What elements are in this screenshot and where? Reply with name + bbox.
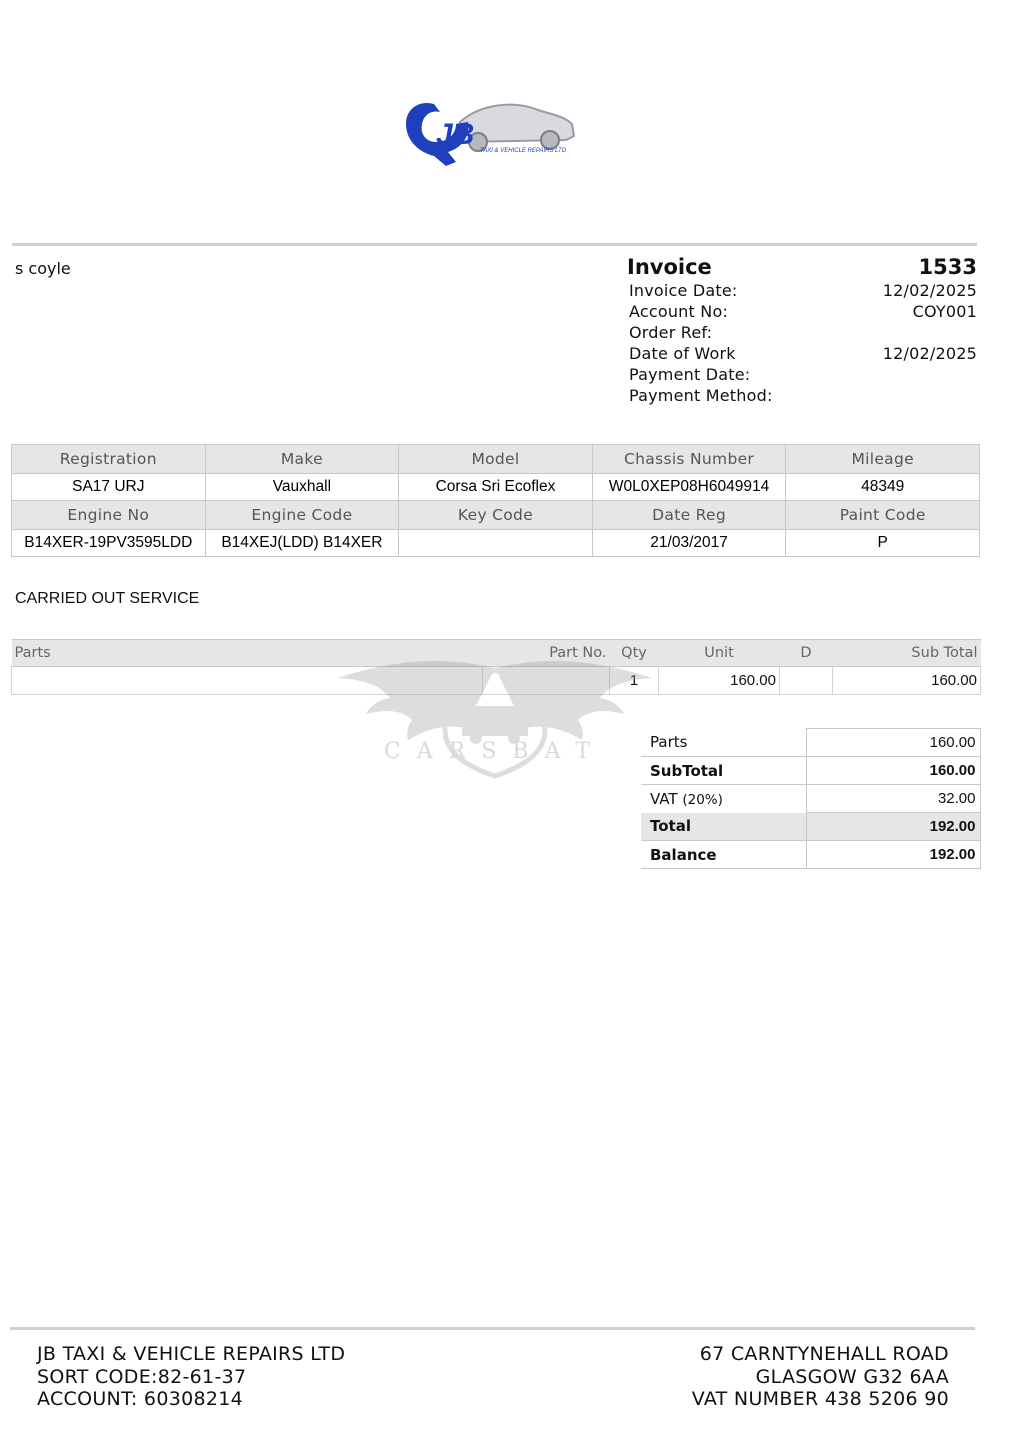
vat-row	[641, 785, 980, 813]
field-label: Order Ref:	[629, 323, 713, 342]
vehicle-value-row	[12, 474, 980, 501]
part-subtotal: 160.00	[833, 667, 981, 695]
column-header: Make	[205, 445, 399, 474]
total-row	[641, 813, 980, 841]
mileage-value: 48349	[786, 474, 980, 501]
vat-label: VAT	[650, 789, 678, 808]
service-description: CARRIED OUT SERVICE	[15, 590, 200, 607]
vehicle-header-row	[12, 501, 980, 530]
logo-tagline: TAXI & VEHICLE REPAIRS LTD	[480, 148, 567, 154]
watermark-text: CARSBAT	[384, 739, 606, 764]
field-value: 12/02/2025	[882, 344, 977, 363]
total-label: Total	[641, 813, 806, 841]
invoice-details	[627, 254, 977, 406]
header-divider	[12, 243, 977, 246]
date-of-work-row	[627, 343, 977, 364]
address-line-2: GLASGOW G32 6AA	[755, 1365, 949, 1388]
payment-method-row	[627, 385, 977, 406]
subtotal-value: 160.00	[806, 757, 980, 785]
account-number: ACCOUNT: 60308214	[37, 1388, 244, 1410]
vat-number: VAT NUMBER 438 5206 90	[691, 1388, 949, 1410]
invoice-number: 1533	[918, 255, 977, 279]
field-value: COY001	[912, 302, 977, 321]
address-line-1: 67 CARNTYNEHALL ROAD	[699, 1343, 949, 1365]
balance-value: 192.00	[806, 841, 980, 869]
model-value: Corsa Sri Ecoflex	[399, 474, 593, 501]
field-label: Payment Date:	[629, 365, 751, 384]
parts-total-label: Parts	[650, 733, 688, 752]
field-value: 12/02/2025	[882, 281, 977, 300]
column-header: Engine No	[12, 501, 206, 530]
balance-label: Balance	[641, 841, 806, 869]
discount-header: D	[780, 640, 833, 667]
customer-name: s coyle	[15, 259, 71, 278]
column-header: Registration	[12, 445, 206, 474]
parts-total-row	[641, 729, 980, 757]
field-label: Date of Work	[629, 344, 736, 363]
vat-rate: (20%)	[682, 791, 723, 808]
paint-code-value: P	[786, 530, 980, 557]
column-header: Paint Code	[786, 501, 980, 530]
part-discount	[780, 667, 833, 695]
chassis-number-value: W0L0XEP08H6049914	[592, 474, 786, 501]
part-unit-price: 160.00	[659, 667, 780, 695]
vehicle-details-table	[11, 444, 980, 557]
parts-header: Parts	[12, 640, 483, 667]
footer-company-info	[37, 1343, 345, 1411]
account-no-row	[627, 301, 977, 322]
field-label: Account No:	[629, 302, 729, 321]
footer-address	[600, 1343, 949, 1411]
column-header: Model	[399, 445, 593, 474]
vehicle-header-row	[12, 445, 980, 474]
logo-initials: JB	[436, 118, 475, 151]
make-value: Vauxhall	[205, 474, 399, 501]
parts-total-value: 160.00	[806, 729, 980, 757]
company-logo	[400, 92, 580, 176]
registration-value: SA17 URJ	[12, 474, 206, 501]
engine-no-value: B14XER-19PV3595LDD	[12, 530, 206, 557]
part-qty: 1	[610, 667, 659, 695]
vehicle-value-row	[12, 530, 980, 557]
balance-row	[641, 841, 980, 869]
column-header: Engine Code	[205, 501, 399, 530]
vat-value: 32.00	[806, 785, 980, 813]
subtotal-header: Sub Total	[833, 640, 981, 667]
totals-table	[641, 728, 981, 869]
column-header: Chassis Number	[592, 445, 786, 474]
total-value: 192.00	[806, 813, 980, 841]
payment-date-row	[627, 364, 977, 385]
subtotal-row	[641, 757, 980, 785]
column-header: Date Reg	[592, 501, 786, 530]
qty-header: Qty	[610, 640, 659, 667]
part-no-header: Part No.	[483, 640, 610, 667]
invoice-title: Invoice	[627, 255, 712, 279]
order-ref-row	[627, 322, 977, 343]
column-header: Mileage	[786, 445, 980, 474]
field-label: Invoice Date:	[629, 281, 738, 300]
unit-header: Unit	[659, 640, 780, 667]
engine-code-value: B14XEJ(LDD) B14XER	[205, 530, 399, 557]
company-name: JB TAXI & VEHICLE REPAIRS LTD	[37, 1343, 346, 1365]
column-header: Key Code	[399, 501, 593, 530]
footer-divider	[10, 1327, 975, 1330]
invoice-date-row	[627, 280, 977, 301]
subtotal-label: SubTotal	[641, 757, 806, 785]
carsbat-watermark	[330, 648, 660, 783]
vat-label-cell	[641, 785, 806, 813]
sort-code: SORT CODE:82-61-37	[37, 1365, 247, 1388]
field-label: Payment Method:	[629, 386, 773, 405]
date-reg-value: 21/03/2017	[592, 530, 786, 557]
key-code-value	[399, 530, 593, 557]
